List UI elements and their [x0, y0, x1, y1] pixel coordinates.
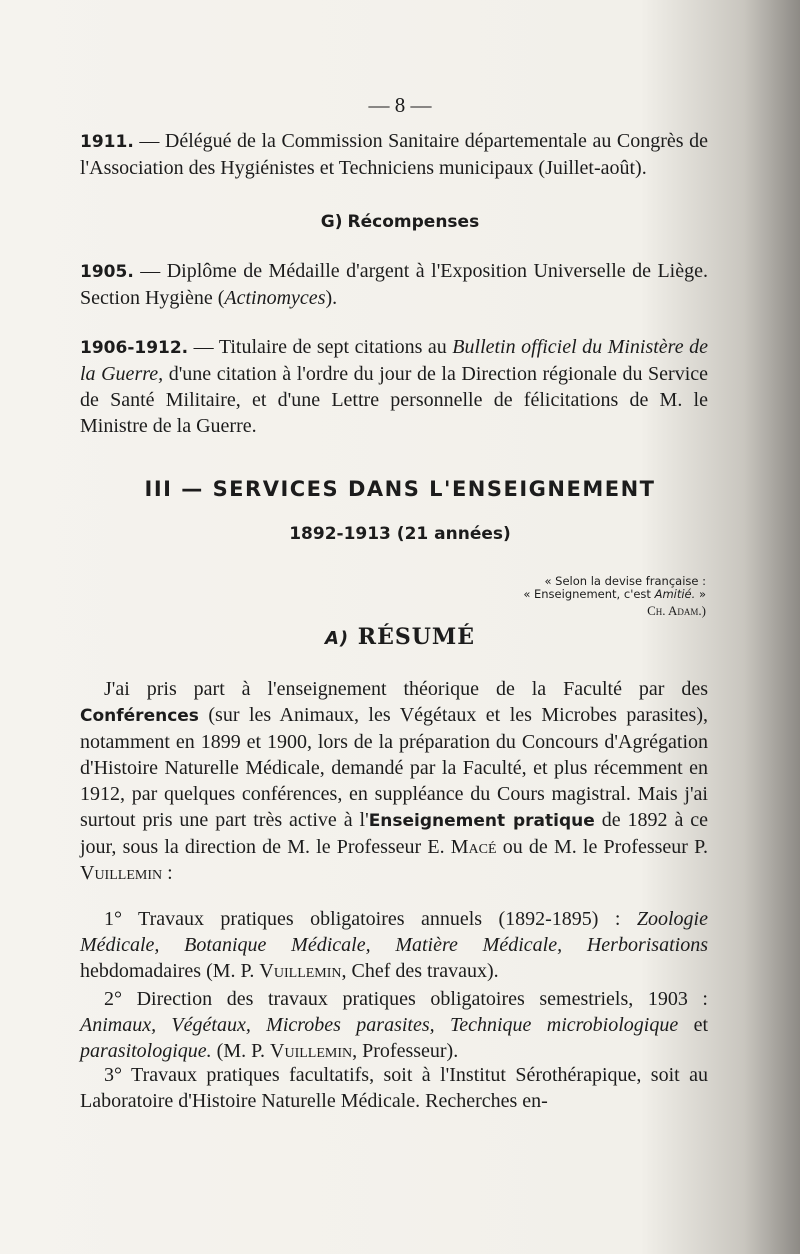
entry-text: — Diplôme de Médaille d'argent à l'Exposition Universelle de Liège. Section Hygiène (: [80, 260, 708, 309]
body-item-2: 2° Direction des travaux pratiques obligatoires semestriels, 1903 : Animaux, Végétaux, Microbes parasites, Technique microbiologique et parasitologique. (M. P. Vuillemin, Professeur).: [80, 988, 708, 1062]
section-letter: G): [320, 212, 343, 232]
body-paragraph-1: J'ai pris part à l'enseignement théorique de la Faculté par des Conférences (sur les Animaux, les Végétaux et les Microbes parasites), notamment en 1899 et 1900, lors de la préparation du Concours d'Agrégation d'Histoire Naturelle Médicale, demandé par la Faculté, et plus récemment en 1912, par quelques conférences, en suppléance du Cours magistral. Mais j'ai surtout pris une part très active à l'Enseignement pratique de 1892 à ce jour, sous la direction de M. le Professeur E. Macé ou de M. le Professeur P. Vuillemin :: [80, 678, 708, 884]
emphasis-enseignement-pratique: Enseignement pratique: [368, 811, 595, 831]
entry-1905: [80, 258, 708, 311]
resume-letter: A): [324, 628, 350, 649]
section-iii-years: 1892-1913 (21 années): [289, 524, 511, 544]
section-title: Récompenses: [347, 212, 480, 232]
entry-year: 1906-1912.: [80, 338, 189, 358]
entry-italic: Actinomyces: [224, 287, 326, 309]
section-heading-recompenses: [80, 208, 720, 235]
entry-text: — Titulaire de sept citations au: [188, 336, 453, 358]
epigraph-line-2: « Enseignement, c'est Amitié. »: [523, 587, 706, 601]
entry-1906-1912: [80, 334, 708, 439]
entry-end: ).: [325, 287, 338, 309]
epigraph: [470, 575, 706, 617]
entry-italic: Bulletin officiel du Ministère de la Guerre,: [80, 336, 708, 385]
emphasis-conferences: Conférences: [80, 706, 199, 726]
section-iii-title: III — SERVICES DANS L'ENSEIGNEMENT: [144, 477, 656, 501]
entry-text-2: d'une citation à l'ordre du jour de la Direction régionale du Service de Santé Militaire, et d'une Lettre personnelle de félicitations de M. le Ministre de la Guerre.: [80, 363, 709, 437]
epigraph-author: Ch. Adam.): [647, 603, 706, 618]
entry-year: 1905.: [80, 262, 134, 282]
epigraph-line-1: « Selon la devise française :: [544, 574, 706, 588]
resume-title: RÉSUMÉ: [357, 624, 476, 650]
body-item-3: 3° Travaux pratiques facultatifs, soit à l'Institut Sérothérapique, soit au Laboratoire d'Histoire Naturelle Médicale. Recherches en-: [80, 1064, 708, 1112]
resume-heading: [80, 624, 720, 650]
entry-text: — Délégué de la Commission Sanitaire départementale au Congrès de l'Association des Hygiénistes et Techniciens municipaux (Juillet-août).: [80, 130, 708, 179]
entry-year: 1911.: [80, 132, 134, 152]
entry-1911: [80, 128, 708, 181]
page-number: — 8 —: [368, 93, 432, 117]
body-item-1: 1° Travaux pratiques obligatoires annuels (1892-1895) : Zoologie Médicale, Botanique Médicale, Matière Médicale, Herborisations hebdomadaires (M. P. Vuillemin, Chef des travaux).: [80, 908, 708, 982]
